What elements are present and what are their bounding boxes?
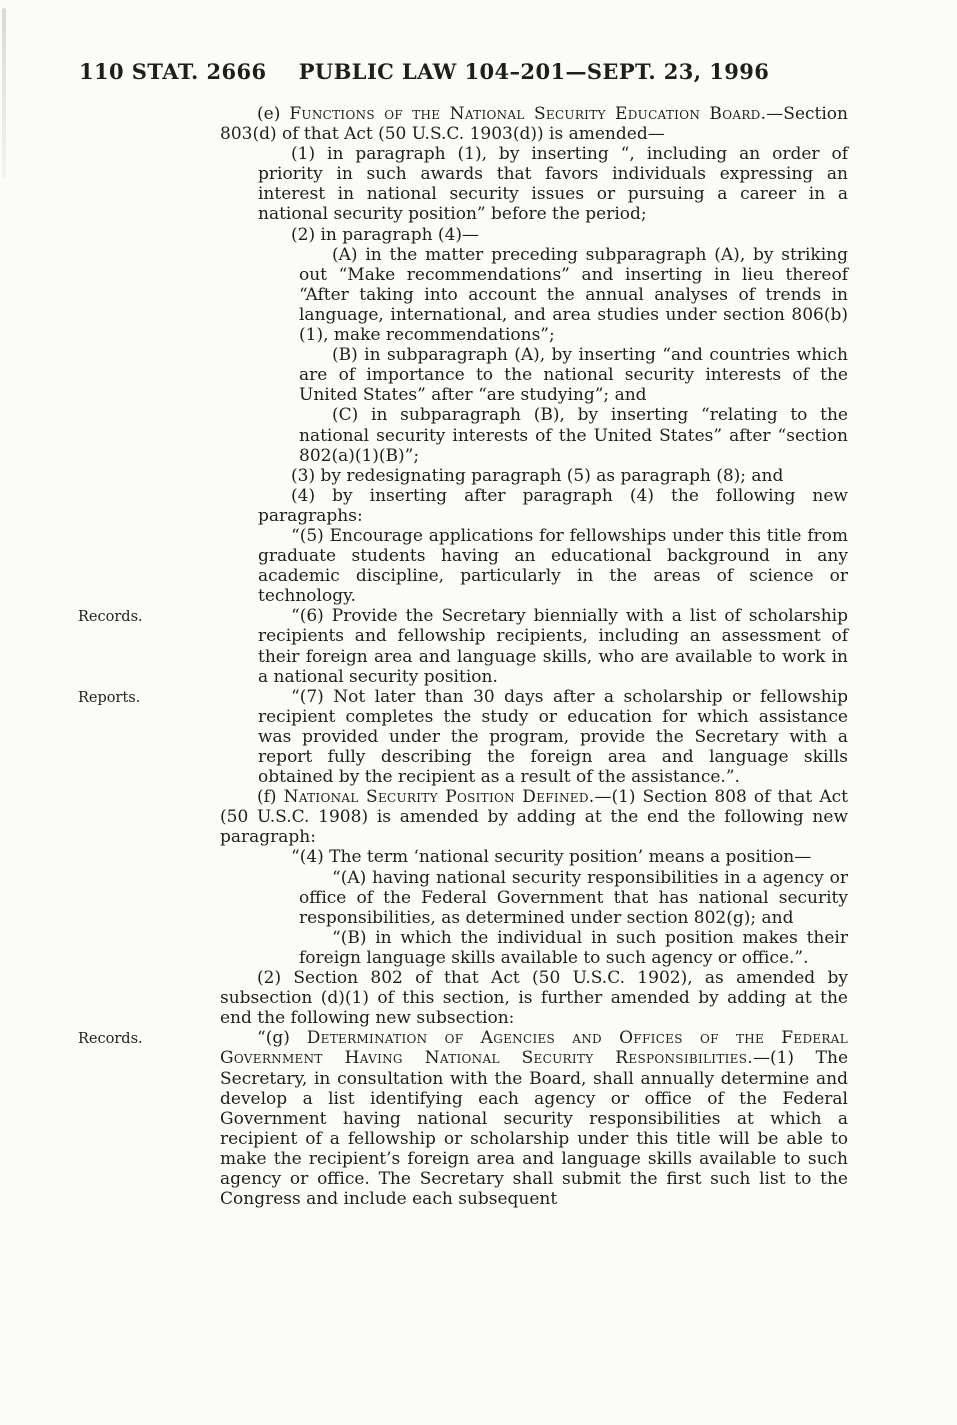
paragraph-text-run: (1) in paragraph (1), by inserting “, including an order of priority in such awards that favors individuals expressing an interest in national security issues or pursuing a career in a national security position” before the period; [258,144,848,225]
paragraph-text-run: (C) in subparagraph (B), by inserting “relating to the national security interests of the United States” after “section 802(a)(1)(B)”; [299,405,848,466]
margin-note: Reports. [78,689,141,706]
paragraph-text-run: “(A) having national security responsibilities in a agency or office of the Federal Government that has national security responsibilities, as determined under section 802(g); and [299,867,848,928]
paragraph-text-run: (2) Section 802 of that Act (50 U.S.C. 1902), as amended by subsection (d)(1) of this section, is further amended by adding at the end the following new subsection: [220,968,848,1029]
paragraph-text-run: “(B) in which the individual in such position makes their foreign language skills available to such agency or office.”. [299,927,848,968]
paragraph-text-run: (4) by inserting after paragraph (4) the following new paragraphs: [258,485,848,526]
statute-paragraph [299,345,848,405]
paragraph-text-run: (3) by redesignating paragraph (5) as paragraph (8); and [291,465,784,486]
paragraph-text-run: —(1) The Secretary, in consultation with the Board, shall annually determine and develop a list identifying each agency or office of the Federal Government having national security responsibilities at which a recipient of a fellowship or scholarship under this title will be able to make the recipient’s foreign area and language skills available to such agency or office. The Secretary shall submit the first such list to the Congress and include each subsequent [220,1048,848,1210]
paragraph-text-run: —Section 803(d) of that Act (50 U.S.C. 1903(d)) is amended— [220,104,848,145]
statute-paragraph [258,526,848,606]
margin-note: Records. [78,1031,143,1048]
paragraph-text-run: “(6) Provide the Secretary biennially with a list of scholarship recipients and fellowship recipients, including an assessment of their foreign area and language skills, who are available to work in a national security position. [258,606,848,687]
paragraph-text-run: (A) in the matter preceding subparagraph (A), by striking out “Make recommendations” and inserting in lieu thereof “After taking into account the annual analyses of trends in language, international, and area studies under section 806(b)(1), make recommendations”; [299,244,848,346]
paragraph-text-run: —(1) Section 808 of that Act (50 U.S.C. 1908) is amended by adding at the end the following new paragraph: [220,787,848,848]
statute-paragraph [299,405,848,465]
statute-paragraph [299,928,848,968]
statute-paragraph [258,466,848,486]
running-head-law-title: PUBLIC LAW 104–201—SEPT. 23, 1996 [298,59,770,84]
statute-paragraph [258,144,848,224]
paragraph-text-run: (f) [257,787,284,808]
paragraph-smallcaps-run: National Security Position Defined. [283,787,595,808]
statute-paragraph [258,486,848,526]
statute-paragraph [78,606,848,687]
statute-paragraph [220,787,848,847]
statute-paragraph [220,104,848,144]
scan-edge-artifact [2,8,6,178]
paragraph-text-run: (e) [257,104,290,124]
statute-paragraph [78,1028,848,1210]
paragraph-text-run: (2) in paragraph (4)— [291,224,480,245]
statute-paragraph [299,245,848,345]
statute-paragraph [78,686,848,788]
statute-paragraph [258,225,848,245]
margin-note: Records. [78,609,143,626]
paragraph-text-run: “(5) Encourage applications for fellowships under this title from graduate students having an educational background in any academic discipline, particularly in the areas of science or technology. [258,525,848,607]
paragraph-smallcaps-run: Determination of Agencies and Offices of the Federal Government Having National Security Responsibilities. [220,1028,848,1069]
paragraph-text-run: (B) in subparagraph (A), by inserting “and countries which are of importance to the national security interests of the United States” after “are studying”; and [299,345,848,406]
statute-paragraph [299,868,848,928]
paragraph-text-run: “(4) The term ‘national security position’ means a position— [291,847,812,868]
statute-body [78,104,848,1210]
paragraph-text-run: “(7) Not later than 30 days after a scholarship or fellowship recipient completes the study or education for which assistance was provided under the program, provide the Secretary with a report fully describing the foreign area and language skills obtained by the recipient as a result of the assistance.”. [258,686,848,788]
statute-paragraph [220,968,848,1028]
statute-paragraph [258,847,848,867]
paragraph-smallcaps-run: Functions of the National Security Education Board. [289,104,767,124]
paragraph-text-run: “(g) [257,1028,307,1049]
page-stat-number: 110 STAT. 2666 [79,59,267,84]
